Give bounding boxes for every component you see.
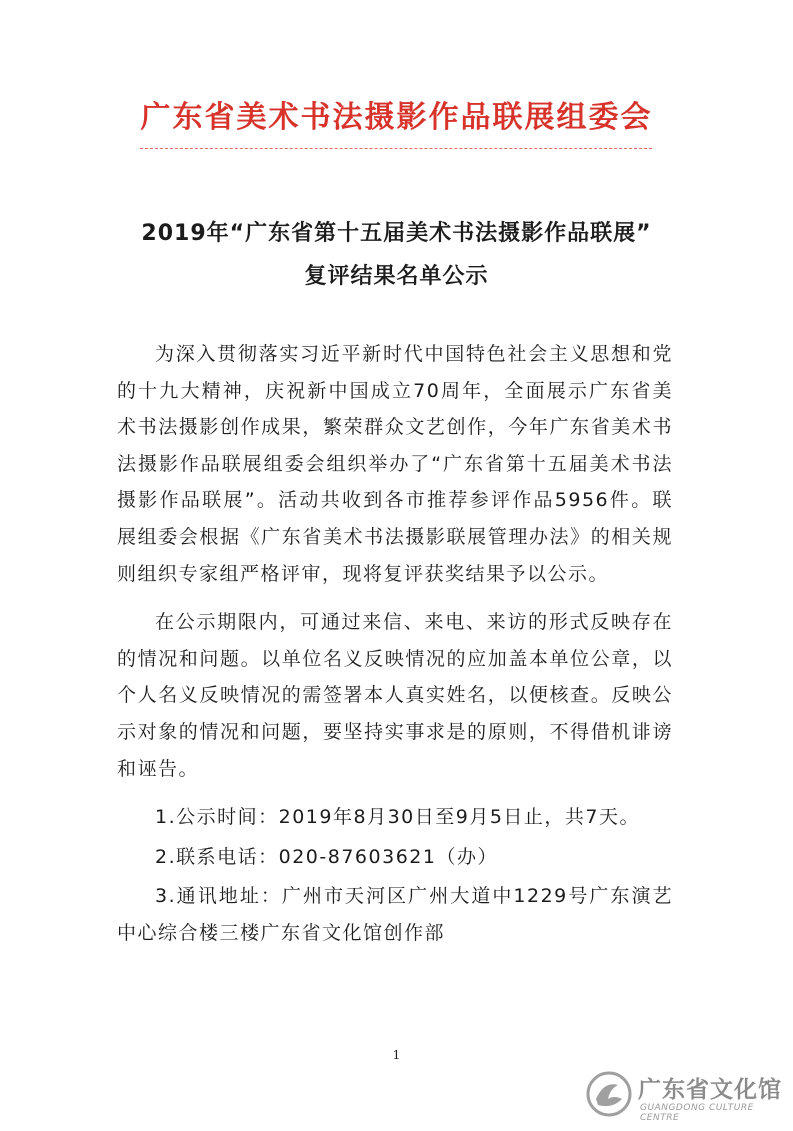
document-subtitle: 复评结果名单公示 (304, 264, 489, 289)
body-paragraph-intro: 为深入贯彻落实习近平新时代中国特色社会主义思想和党的十九大精神，庆祝新中国成立70周年，全面展示广东省美术书法摄影创作成果，繁荣群众文艺创作，今年广东省美术书法摄影作品联展组委会组织举办了“广东省第十五届美术书法摄影作品联展”。活动共收到各市推荐参评作品5956件。联展组委会根据《广东省美术书法摄影联展管理办法》的相关规则组织专家组严格评审，现将复评获奖结果予以公示。 (117, 343, 673, 585)
document-title: 2019年“广东省第十五届美术书法摄影作品联展” (141, 221, 652, 246)
watermark-subtitle: GUANGDONG CULTURE CENTRE (640, 1103, 754, 1123)
list-item-contact-phone: 2.联系电话：020-87603621（办） (155, 845, 498, 868)
watermark (580, 1063, 790, 1125)
culture-centre-logo-icon (584, 1069, 634, 1119)
list-item-publicity-period: 1.公示时间：2019年8月30日至9月5日止，共7天。 (155, 806, 641, 829)
letterhead-divider (140, 148, 652, 149)
body-paragraph-feedback: 在公示期限内，可通过来信、来电、来访的形式反映存在的情况和问题。以单位名义反映情况的应加盖本单位公章，以个人名义反映情况的需签署本人真实姓名，以便核查。反映公示对象的情况和问题，要坚持实事求是的原则，不得借机诽谤和诬告。 (117, 611, 673, 780)
list-item-mailing-address: 3.通讯地址：广州市天河区广州大道中1229号广东演艺中心综合楼三楼广东省文化馆创作部 (117, 885, 673, 944)
document-body (117, 336, 673, 955)
letterhead-org-name: 广东省美术书法摄影作品联展组委会 (140, 100, 653, 135)
page-number: 1 (392, 1048, 401, 1062)
watermark-name: 广东省文化馆 (638, 1077, 782, 1103)
